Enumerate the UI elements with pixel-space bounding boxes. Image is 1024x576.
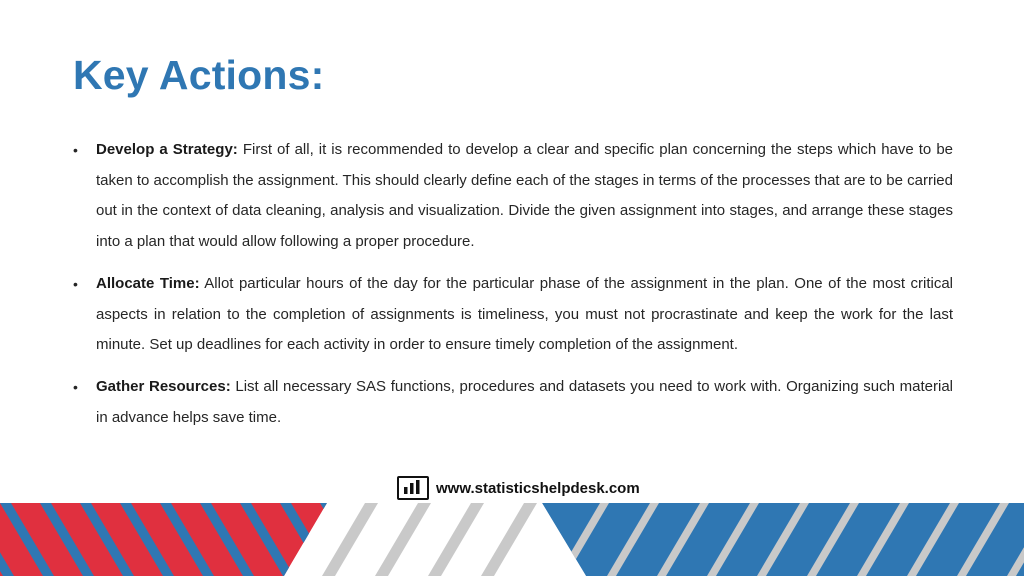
bar-chart-logo-icon	[397, 476, 429, 500]
decorative-stripes	[0, 503, 1024, 576]
bullet-heading: Develop a Strategy:	[96, 141, 238, 158]
bullet-heading: Allocate Time:	[96, 274, 200, 292]
bullet-icon: •	[73, 378, 78, 395]
website-url[interactable]: www.statisticshelpdesk.com	[436, 479, 640, 497]
bullet-icon: •	[73, 275, 78, 292]
gray-stripe	[375, 503, 431, 576]
gray-stripe	[428, 503, 484, 576]
list-item	[73, 269, 953, 361]
gray-stripe	[481, 503, 537, 576]
website-footer[interactable]	[397, 474, 640, 502]
bar-chart-logo-graphic	[399, 478, 426, 497]
bullet-icon: •	[73, 142, 78, 158]
slide-title: Key Actions:	[73, 52, 325, 98]
key-actions-list	[73, 135, 953, 444]
red-stripe-band	[0, 503, 374, 576]
bullet-text: Allot particular hours of the day for the particular phase of the assignment in the plan. One of the most critical aspects in relation to the completion of assignments is timeliness, you must not procrastinate and keep the work for the last minute. Set up deadlines for each activity in order to ensure timely completion of the assignment.	[96, 274, 953, 354]
bullet-text: List all necessary SAS functions, procedures and datasets you need to work with. Organizing such material in advance helps save time.	[96, 377, 953, 426]
list-item	[73, 135, 953, 258]
bullet-text: First of all, it is recommended to develop a clear and specific plan concerning the steps which have to be taken to accomplish the assignment. This should clearly define each of the stages in terms of the processes that are to be carried out in the context of data cleaning, analysis and visualization. Divide the given assignment into stages, and arrange these stages into a plan that would allow following a proper procedure.	[96, 141, 953, 251]
blue-stripe-band	[542, 503, 1024, 576]
gray-stripe-band	[322, 503, 537, 576]
bullet-heading: Gather Resources:	[96, 377, 231, 395]
gray-stripe	[322, 503, 378, 576]
list-item	[73, 372, 953, 433]
